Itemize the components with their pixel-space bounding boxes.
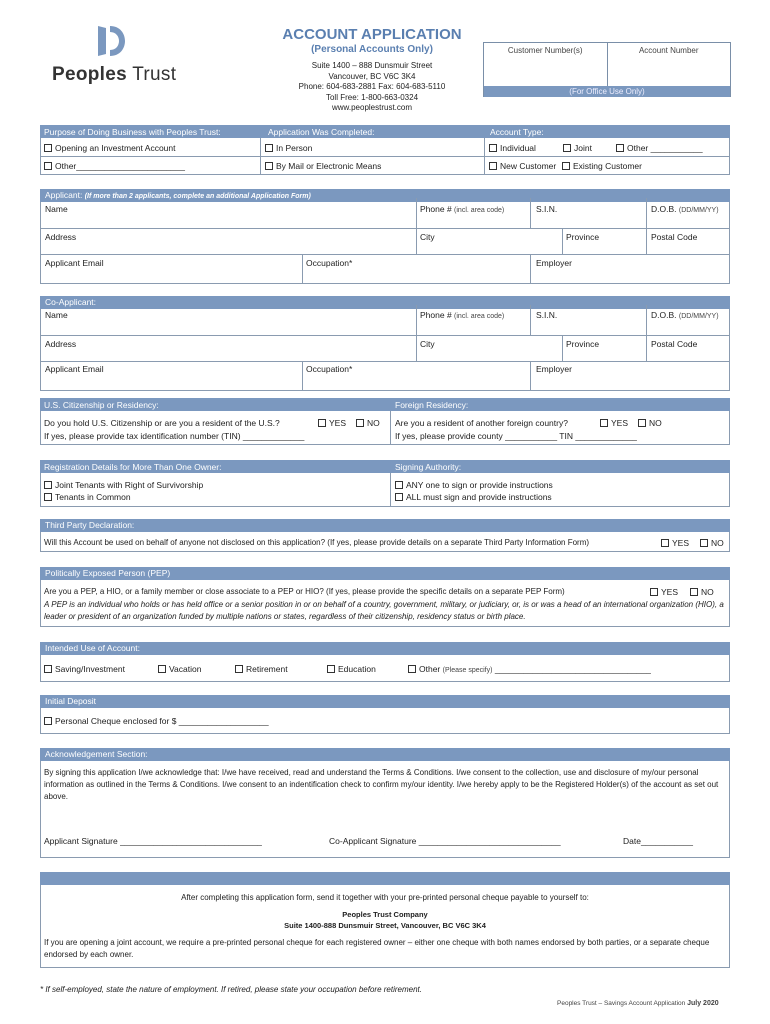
divider [40,156,730,157]
applicant-city-field[interactable]: City [420,232,435,242]
applicant-occupation-field[interactable]: Occupation* [306,258,353,268]
phone-label: Phone # [420,310,452,320]
applicant-email-field[interactable]: Applicant Email [45,258,104,268]
account-number-field[interactable]: Account Number [638,46,699,55]
purpose-heading: Purpose of Doing Business with Peoples Trust: [44,127,221,137]
acknowledgement-bar: Acknowledgement Section: [40,748,730,761]
page-footer-date: July 2020 [687,1000,719,1007]
us-tin-field[interactable]: If yes, please provide tax identification number (TIN) _____________ [44,431,305,441]
logo-mark-icon [96,24,132,58]
coapplicant-dob-field[interactable] [651,310,719,320]
third-party-bar: Third Party Declaration: [40,519,730,532]
applicant-sin-field[interactable]: S.I.N. [536,204,558,214]
divider [530,305,531,335]
dob-label: D.O.B. [651,204,677,214]
logo-text-light: Trust [126,64,177,85]
coapplicant-signature-field[interactable]: Co-Applicant Signature ______________________________ [329,836,561,846]
foreign-question: Are you a resident of another foreign country? [395,418,568,428]
opt-other-purpose-checkbox[interactable] [44,161,185,171]
opt-other-use-note: (Please specify) [442,667,493,674]
opt-investment-checkbox[interactable] [44,143,176,153]
account-type-heading: Account Type: [490,127,544,137]
opt-other-use-checkbox[interactable] [408,664,651,674]
opt-tic-checkbox[interactable] [44,492,131,502]
opt-jtwros-checkbox[interactable] [44,480,203,490]
opt-retirement-checkbox[interactable] [235,664,288,674]
divider [416,305,417,361]
coapplicant-occupation-field[interactable]: Occupation* [306,364,353,374]
opt-jtwros-label: Joint Tenants with Right of Survivorship [55,480,204,490]
applicant-note: (If more than 2 applicants, complete an additional Application Form) [84,193,311,200]
opt-saving-checkbox[interactable] [44,664,125,674]
opt-other-use-label: Other [419,664,441,674]
applicant-dob-field[interactable] [651,204,719,214]
opt-vacation-label: Vacation [169,664,202,674]
coapplicant-phone-field[interactable] [420,310,504,320]
yes-label: YES [672,538,690,548]
cheque-label: Personal Cheque enclosed for $ ___________________ [55,716,269,726]
divider [40,335,730,336]
third-party-question: Will this Account be used on behalf of anyone not disclosed on this application? (If yes, please provide details on a separate Third Party Information Form) [44,538,590,547]
address-line: www.peoplestrust.com [331,103,413,112]
mailing-instructions-bar [40,872,730,885]
divider [40,254,730,255]
divider [484,138,485,175]
divider [302,254,303,284]
applicant-phone-field[interactable] [420,204,504,214]
opt-existing-customer-checkbox[interactable] [562,161,642,171]
cheque-checkbox[interactable] [44,716,269,726]
opt-saving-label: Saving/Investment [55,664,125,674]
applicant-name-field[interactable]: Name [45,204,68,214]
page-subtitle: (Personal Accounts Only) [311,44,433,55]
coapplicant-section [40,296,730,391]
logo-text [52,64,176,86]
divider [40,361,730,362]
foreign-residency-heading: Foreign Residency: [395,400,469,410]
divider [646,305,647,361]
pep-definition: A PEP is an individual who holds or has held office or a senior position in or on behalf of a country, government, military, or judiciary, or, is or was a head of an international organization (HIO), a leader or president of an organization funded by multiple nations or states, regardless of their citizenship, residency status or birth place. [44,600,724,621]
mailing-address: Suite 1400-888 Dunsmuir Street, Vancouver, BC V6C 3K4 [284,921,486,930]
applicant-section [40,189,730,284]
pep-yes-checkbox[interactable] [650,587,678,597]
us-question: Do you hold U.S. Citizenship or are you a resident of the U.S.? [44,418,280,428]
applicant-province-field[interactable]: Province [566,232,600,242]
third-party-yes-checkbox[interactable] [661,538,689,548]
foreign-yes-checkbox[interactable] [600,418,628,428]
acknowledgement-text: By signing this application I/we acknowledge that: I/we have received, read and understand the Terms & Conditions. I/we consent to the collection, use and disclosure of my/our personal information as outlined in the Terms & Conditions. I/we consent to an indentification check to confirm my/our identity. I/we hereby apply to be the Registered Holder(s) of the account as set out above. [44,768,719,801]
opt-new-customer-label: New Customer [500,161,557,171]
address-line: Vancouver, BC V6C 3K4 [328,71,416,81]
office-use-label: (For Office Use Only) [484,86,730,97]
opt-mail-label: By Mail or Electronic Means [276,161,382,171]
divider [646,198,647,254]
dob-note: (DD/MM/YY) [678,207,719,214]
divider [562,335,563,361]
customer-number-field[interactable]: Customer Number(s) [484,43,608,86]
coapplicant-name-field[interactable]: Name [45,310,68,320]
divider [530,361,531,391]
coapplicant-sin-field[interactable]: S.I.N. [536,310,558,320]
phone-label: Phone # [420,204,452,214]
applicant-address-field[interactable]: Address [45,232,77,242]
no-label: NO [649,418,662,428]
coapplicant-postal-field[interactable]: Postal Code [651,339,698,349]
coapplicant-city-field[interactable]: City [420,339,435,349]
opt-individual-label: Individual [500,143,536,153]
no-label: NO [367,418,380,428]
opt-retirement-label: Retirement [246,664,288,674]
address-line: Phone: 604-683-2881 Fax: 604-683-5110 [298,82,446,91]
yes-label: YES [329,418,347,428]
no-label: NO [701,587,714,597]
opt-new-customer-checkbox[interactable] [489,161,556,171]
opt-all-label: ALL must sign and provide instructions [406,492,552,502]
opt-tic-label: Tenants in Common [55,492,131,502]
deposit-bar: Initial Deposit [40,695,730,708]
header-center [282,26,462,114]
intended-use-bar: Intended Use of Account: [40,642,730,655]
opt-investment-label: Opening an Investment Account [55,143,176,153]
opt-education-label: Education [338,664,376,674]
opt-other-type-checkbox[interactable] [616,143,703,153]
coapplicant-employer-field[interactable]: Employer [536,364,572,374]
us-yes-checkbox[interactable] [318,418,346,428]
divider [390,411,391,445]
foreign-no-checkbox[interactable] [638,418,662,428]
divider [260,138,261,175]
opt-any-checkbox[interactable] [395,480,553,490]
divider [302,361,303,391]
pep-bar: Politically Exposed Person (PEP) [40,567,730,580]
applicant-bar [40,189,730,202]
opt-joint-checkbox[interactable] [563,143,592,153]
applicant-heading: Applicant: [45,190,83,200]
us-no-checkbox[interactable] [356,418,380,428]
divider [530,254,531,284]
mailing-company: Peoples Trust Company [342,910,428,919]
opt-in-person-label: In Person [276,143,313,153]
pep-question: Are you a PEP, a HIO, or a family member or close associate to a PEP or HIO? (If yes, please provide the specific details on a separate PEP Form) [44,587,565,596]
peoples-trust-logo [52,24,182,89]
signing-authority-heading: Signing Authority: [395,462,462,472]
applicant-signature-field[interactable]: Applicant Signature ______________________________ [44,836,262,846]
divider [390,473,391,507]
logo-text-bold: Peoples [52,64,127,85]
date-field[interactable]: Date___________ [623,836,693,846]
occupation-footnote: * If self-employed, state the nature of employment. If retired, please state your occupation before retirement. [40,985,422,994]
completed-heading: Application Was Completed: [268,127,375,137]
opt-vacation-checkbox[interactable] [158,664,201,674]
address-line: Toll Free: 1-800-663-0324 [325,92,419,102]
phone-note: (incl. area code) [454,207,505,214]
joint-account-note: If you are opening a joint account, we require a pre-printed personal cheque for each registered owner – either one cheque with both names endorsed by both parties, or a separate cheque endorsed by each owner. [44,938,710,959]
opt-individual-checkbox[interactable] [489,143,536,153]
opt-joint-label: Joint [574,143,592,153]
no-label: NO [711,538,724,548]
divider [530,198,531,228]
page-footer [557,1000,719,1007]
divider [562,228,563,254]
opt-any-label: ANY one to sign or provide instructions [406,480,553,490]
dob-label: D.O.B. [651,310,677,320]
opt-all-checkbox[interactable] [395,492,552,502]
opt-mail-checkbox[interactable] [265,161,381,171]
company-address [282,61,462,114]
page-title: ACCOUNT APPLICATION [282,26,462,43]
opt-existing-customer-label: Existing Customer [573,161,642,171]
address-line: Suite 1400 – 888 Dunsmuir Street [311,61,433,70]
applicant-employer-field[interactable]: Employer [536,258,572,268]
dob-note: (DD/MM/YY) [678,313,719,320]
coapplicant-email-field[interactable]: Applicant Email [45,364,104,374]
opt-education-checkbox[interactable] [327,664,376,674]
us-citizenship-heading: U.S. Citizenship or Residency: [44,400,159,410]
pep-no-checkbox[interactable] [690,587,714,597]
opt-in-person-checkbox[interactable] [265,143,312,153]
third-party-no-checkbox[interactable] [700,538,724,548]
registration-heading: Registration Details for More Than One Owner: [44,462,222,472]
opt-other-purpose-label: Other_______________________ [55,161,185,171]
mailing-intro: After completing this application form, send it together with your pre-printed personal cheque payable to yourself to: [181,893,589,902]
phone-note: (incl. area code) [454,313,505,320]
divider [40,228,730,229]
office-use-box [483,42,731,97]
opt-other-type-label: Other ___________ [627,143,703,153]
yes-label: YES [611,418,629,428]
coapplicant-address-field[interactable]: Address [45,339,77,349]
coapplicant-bar: Co-Applicant: [40,296,730,309]
opt-other-use-line: _________________________________ [494,664,651,674]
yes-label: YES [661,587,679,597]
applicant-postal-field[interactable]: Postal Code [651,232,698,242]
coapplicant-province-field[interactable]: Province [566,339,600,349]
divider [416,198,417,254]
foreign-tin-field[interactable]: If yes, please provide county ___________ TIN _____________ [395,431,637,441]
page-footer-label: Peoples Trust – Savings Account Application [557,1000,686,1007]
